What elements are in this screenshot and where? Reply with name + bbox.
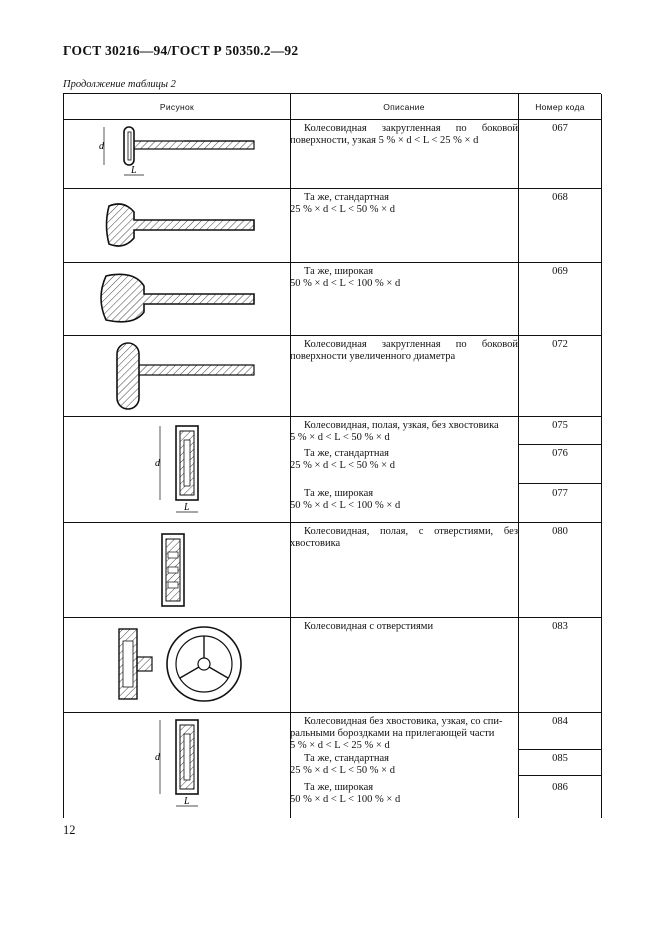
description-line: Колесовидная с отверстиями (304, 621, 434, 632)
description-line: 25 % × d < L < 50 % × d (290, 460, 395, 471)
page-number: 12 (63, 823, 76, 837)
code-cell: 076 (552, 448, 568, 459)
column-header-figure: Рисунок (159, 102, 195, 112)
description-line: 5 % × d < L < 25 % × d (290, 740, 390, 751)
knob-figure-067 (64, 119, 290, 188)
row-description (290, 123, 518, 147)
description-line: поверхности, узкая 5 % × d < L < 25 % × d (290, 135, 479, 146)
knob-figure-068 (64, 188, 290, 262)
code-cell: 084 (552, 716, 568, 727)
description-line: Колесовидная, полая, узкая, без хвостовика (304, 420, 499, 431)
description-line: 25 % × d < L < 50 % × d (290, 765, 395, 776)
knob-figure-072 (64, 335, 290, 416)
description-line: 5 % × d < L < 50 % × d (290, 432, 390, 443)
description-line: Та же, стандартная (304, 753, 389, 764)
description-line: 50 % × d < L < 100 % × d (290, 500, 401, 511)
code-cell: 085 (552, 753, 568, 764)
row-description (290, 339, 518, 363)
code-cell: 075 (552, 420, 568, 431)
row-description (290, 753, 518, 777)
code-divider (518, 483, 602, 484)
dimension-l-label: L (184, 796, 190, 807)
description-line: Та же, широкая (304, 266, 374, 277)
row-description (290, 526, 518, 550)
code-divider (518, 775, 602, 776)
code-cell: 086 (552, 782, 568, 793)
code-cell: 068 (552, 192, 568, 203)
document-header: ГОСТ 30216—94/ГОСТ Р 50350.2—92 (63, 43, 299, 58)
description-line: Колесовидная закругленная по боковой (304, 123, 518, 134)
description-line: 25 % × d < L < 50 % × d (290, 204, 395, 215)
description-line: Та же, широкая (304, 488, 374, 499)
code-divider (518, 749, 602, 750)
code-divider (518, 444, 602, 445)
description-line: Та же, стандартная (304, 192, 389, 203)
dimension-d-label: d (155, 458, 160, 469)
description-line: 50 % × d < L < 100 % × d (290, 278, 401, 289)
knob-figure-075 (64, 416, 290, 522)
description-line: Та же, широкая (304, 782, 374, 793)
description-line: ральными бороздками на прилегающей части (290, 728, 495, 739)
knob-figure-080 (64, 522, 290, 617)
row-description (290, 782, 518, 806)
code-cell: 072 (552, 339, 568, 350)
description-line: хвостовика (290, 538, 341, 549)
code-cell: 080 (552, 526, 568, 537)
code-table (63, 93, 601, 818)
code-cell: 077 (552, 488, 568, 499)
description-line: 50 % × d < L < 100 % × d (290, 794, 401, 805)
column-header-description: Описание (383, 102, 425, 112)
row-description (290, 420, 518, 444)
table-continuation-caption: Продолжение таблицы 2 (63, 79, 176, 90)
row-description (290, 621, 518, 633)
row-description (290, 488, 518, 512)
description-line: Колесовидная закругленная по боковой (304, 339, 518, 350)
column-header-code: Номер кода (535, 102, 585, 112)
row-description (290, 448, 518, 472)
description-line: поверхности увеличенного диаметра (290, 351, 456, 362)
dimension-l-label: L (131, 165, 137, 176)
knob-figure-069 (64, 262, 290, 335)
row-description (290, 266, 518, 290)
description-line: Колесовидная без хвостовика, узкая, со спи- (304, 716, 503, 727)
dimension-l-label: L (184, 502, 190, 513)
knob-figure-084 (64, 712, 290, 819)
dimension-d-label: d (155, 752, 160, 763)
row-description (290, 192, 518, 216)
dimension-d-label: d (99, 141, 104, 152)
description-line: Та же, стандартная (304, 448, 389, 459)
knob-figure-083 (64, 617, 290, 712)
code-cell: 083 (552, 621, 568, 632)
code-cell: 067 (552, 123, 568, 134)
description-line: Колесовидная, полая, с отверстиями, без (304, 526, 518, 537)
row-description (290, 716, 518, 752)
code-cell: 069 (552, 266, 568, 277)
